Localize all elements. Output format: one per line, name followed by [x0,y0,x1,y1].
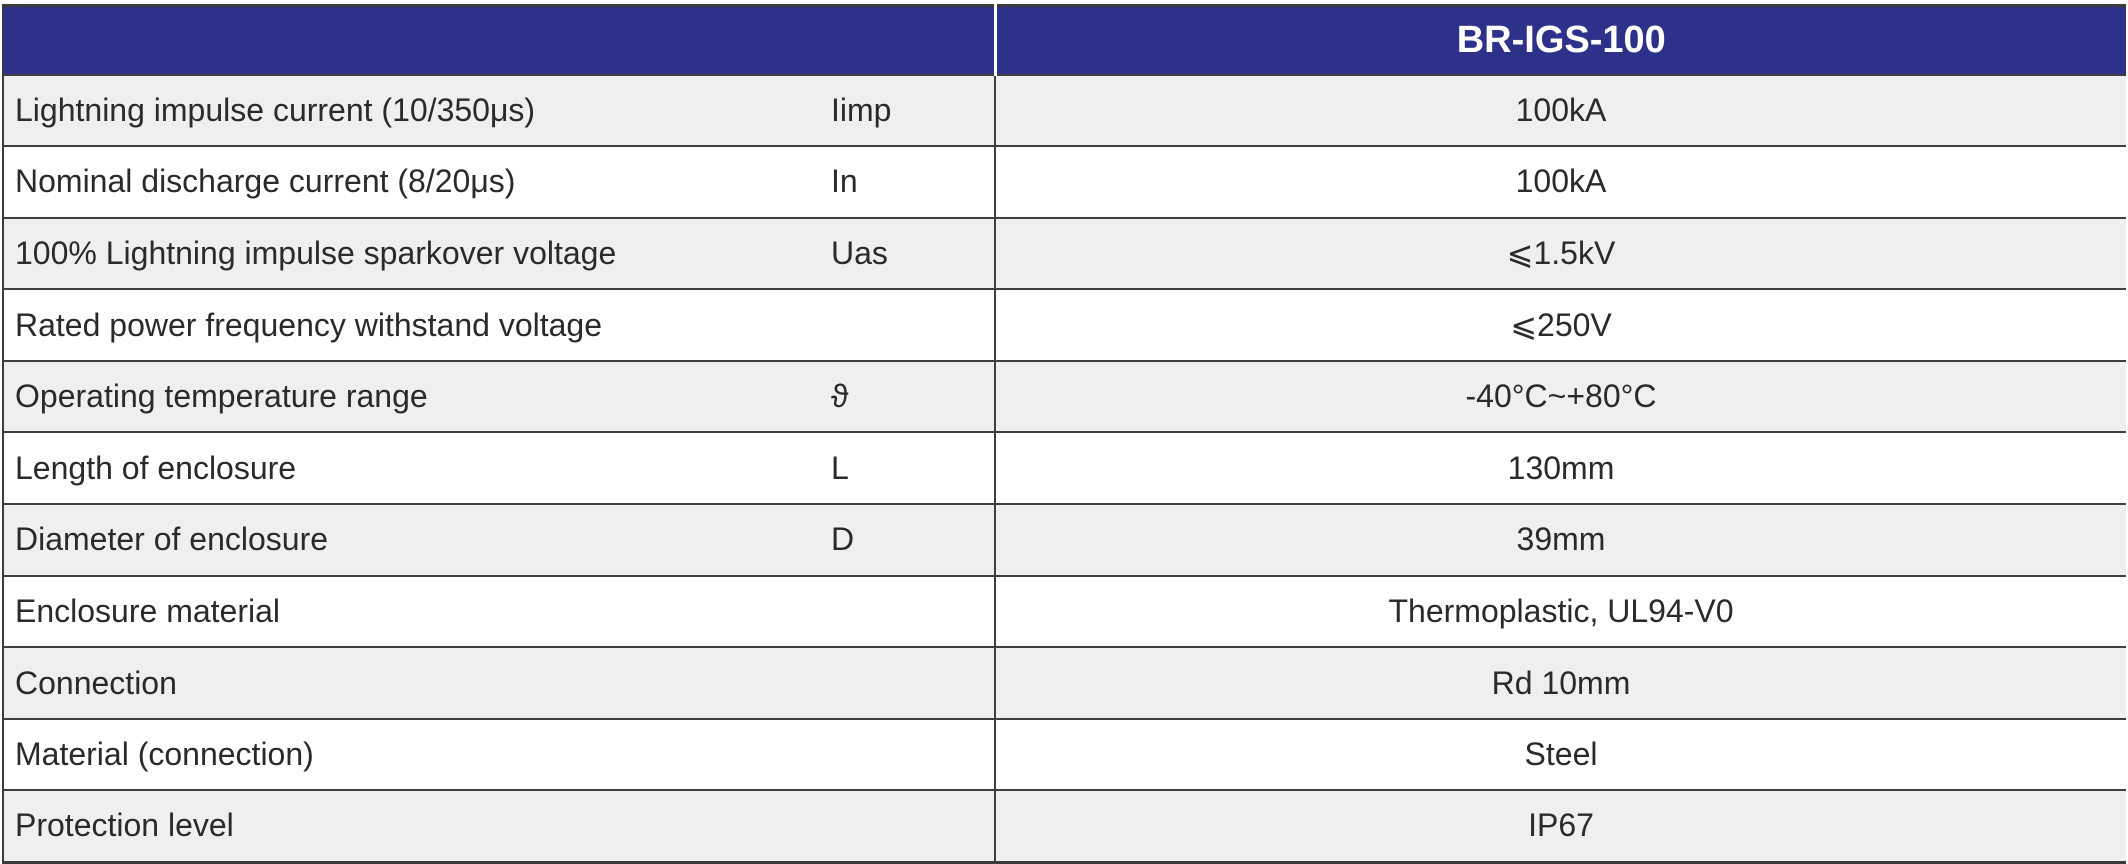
parameter-cell: Operating temperature range [3,361,831,433]
table-row [3,504,2126,576]
value-cell: 130mm [995,432,2126,504]
table-row [3,289,2126,361]
value-cell: ⩽1.5kV [995,218,2126,290]
parameter-cell: Material (connection) [3,719,831,791]
table-row [3,576,2126,648]
table-row [3,218,2126,290]
symbol-cell: L [831,432,995,504]
value-cell: -40°C~+80°C [995,361,2126,433]
header-row [3,6,2126,75]
parameter-cell: Lightning impulse current (10/350μs) [3,75,831,147]
symbol-cell [831,719,995,791]
table-row [3,719,2126,791]
table-row [3,361,2126,433]
parameter-cell: Nominal discharge current (8/20μs) [3,146,831,218]
value-cell: Steel [995,719,2126,791]
parameter-cell: Connection [3,647,831,719]
parameter-cell: Protection level [3,790,831,862]
header-model: BR-IGS-100 [995,6,2126,75]
symbol-cell [831,647,995,719]
symbol-cell [831,790,995,862]
table-row [3,75,2126,147]
header-parameter [3,6,831,75]
table-row [3,146,2126,218]
value-cell: 100kA [995,146,2126,218]
parameter-cell: Enclosure material [3,576,831,648]
value-cell: 100kA [995,75,2126,147]
value-cell: Thermoplastic, UL94-V0 [995,576,2126,648]
symbol-cell: In [831,146,995,218]
table-row [3,790,2126,862]
parameter-cell: Diameter of enclosure [3,504,831,576]
symbol-cell: Uas [831,218,995,290]
symbol-cell [831,576,995,648]
parameter-cell: 100% Lightning impulse sparkover voltage [3,218,831,290]
value-cell: ⩽250V [995,289,2126,361]
symbol-cell: D [831,504,995,576]
table-row [3,647,2126,719]
parameter-cell: Rated power frequency withstand voltage [3,289,831,361]
value-cell: Rd 10mm [995,647,2126,719]
spec-table [2,4,2126,864]
value-cell: 39mm [995,504,2126,576]
parameter-cell: Length of enclosure [3,432,831,504]
header-symbol [831,6,995,75]
symbol-cell: ϑ [831,361,995,433]
table-body [3,75,2126,863]
value-cell: IP67 [995,790,2126,862]
symbol-cell [831,289,995,361]
symbol-cell: Iimp [831,75,995,147]
table-header [3,6,2126,75]
table-row [3,432,2126,504]
